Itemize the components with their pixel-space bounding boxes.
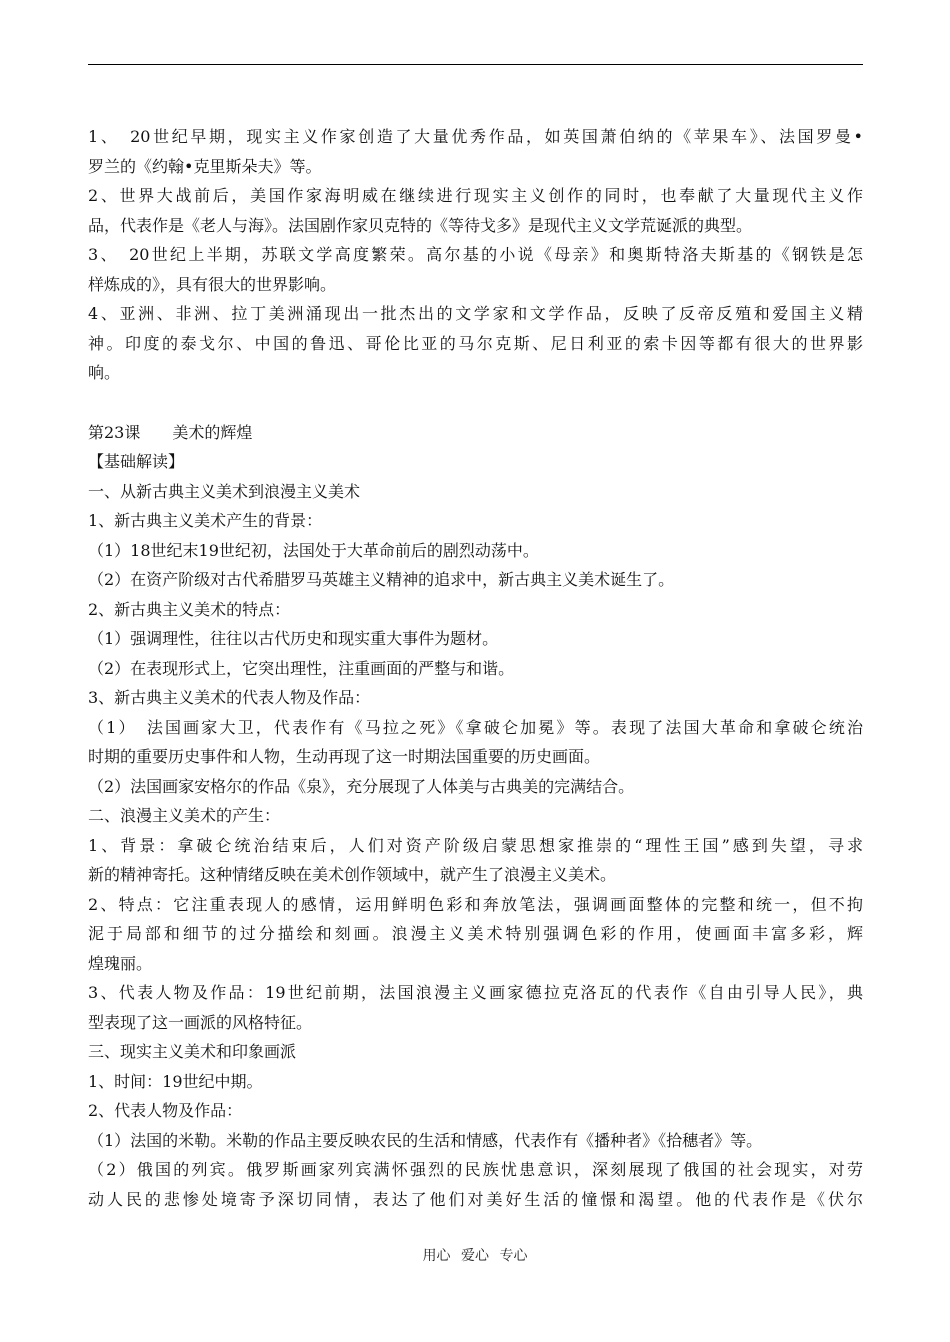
- text-line: （2）法国画家安格尔的作品《泉》，充分展现了人体美与古典美的完满结合。: [88, 776, 635, 796]
- text-line: 2、代表人物及作品：: [88, 1101, 243, 1120]
- art-lesson-section: [88, 418, 863, 1215]
- text-line: 三、现实主义美术和印象画派: [88, 1042, 297, 1061]
- text-line: 煌瑰丽。: [88, 953, 153, 973]
- text-line: 动人民的悲惨处境寄予深切同情，表达了他们对美好生活的憧憬和渴望。他的代表作是《伏尔: [88, 1189, 863, 1209]
- text-line: 罗兰的《约翰•克里斯朵夫》等。: [88, 156, 322, 176]
- text-line: 一、从新古典主义美术到浪漫主义美术: [88, 481, 361, 501]
- text-line: 2、世界大战前后，美国作家海明威在继续进行现实主义创作的同时，也奉献了大量现代主义作: [88, 186, 863, 205]
- text-line: 1、 20世纪早期，现实主义作家创造了大量优秀作品，如英国萧伯纳的《苹果车》、法国罗曼•: [88, 127, 863, 146]
- page-footer: [0, 1246, 950, 1266]
- text-line: 第23课 美术的辉煌: [88, 422, 253, 442]
- section-gap: [88, 388, 863, 418]
- literature-section: [88, 122, 863, 388]
- text-line: 新的精神寄托。这种情绪反映在美术创作领域中，就产生了浪漫主义美术。: [88, 865, 617, 884]
- text-line: （2）在表现形式上，它突出理性，注重画面的严整与和谐。: [88, 658, 515, 678]
- text-line: （2）俄国的列宾。俄罗斯画家列宾满怀强烈的民族忧患意识，深刻展现了俄国的社会现实，对劳: [88, 1160, 863, 1179]
- text-line: 品，代表作是《老人与海》。法国剧作家贝克特的《等待戈多》是现代主义文学荒诞派的典型。: [88, 215, 753, 235]
- text-line: （1） 法国画家大卫，代表作有《马拉之死》《拿破仑加冕》等。表现了法国大革命和拿破仑统治: [88, 717, 863, 737]
- footer-word: 用心: [422, 1248, 451, 1264]
- text-line: 1、新古典主义美术产生的背景：: [88, 511, 323, 530]
- text-line: 二、浪漫主义美术的产生：: [88, 806, 281, 825]
- text-line: 神。印度的泰戈尔、中国的鲁迅、哥伦比亚的马尔克斯、尼日利亚的索卡因等都有很大的世界影: [88, 333, 863, 353]
- header-rule: [88, 64, 863, 65]
- text-line: 2、新古典主义美术的特点：: [88, 599, 291, 619]
- text-line: 3、代表人物及作品：19世纪前期，法国浪漫主义画家德拉克洛瓦的代表作《自由引导人民》，典: [88, 983, 863, 1002]
- text-line: 1、背景：拿破仑统治结束后，人们对资产阶级启蒙思想家推崇的“理性王国”感到失望，寻求: [88, 835, 863, 855]
- text-line: 时期的重要历史事件和人物，生动再现了这一时期法国重要的历史画面。: [88, 747, 601, 766]
- text-line: 3、 20世纪上半期，苏联文学高度繁荣。高尔基的小说《母亲》和奥斯特洛夫斯基的《钢铁是怎: [88, 245, 863, 264]
- text-line: （2）在资产阶级对古代希腊罗马英雄主义精神的追求中，新古典主义美术诞生了。: [88, 570, 675, 589]
- text-line: （1）18世纪末19世纪初，法国处于大革命前后的剧烈动荡中。: [88, 540, 539, 560]
- text-line: （1）强调理性，往往以古代历史和现实重大事件为题材。: [88, 629, 499, 648]
- text-line: 1、时间：19世纪中期。: [88, 1071, 263, 1091]
- footer-word: 专心: [499, 1248, 528, 1264]
- text-line: 4、亚洲、非洲、拉丁美洲涌现出一批杰出的文学家和文学作品，反映了反帝反殖和爱国主义精: [88, 304, 863, 323]
- text-line: 3、新古典主义美术的代表人物及作品：: [88, 688, 371, 707]
- text-line: （1）法国的米勒。米勒的作品主要反映农民的生活和情感，代表作有《播种者》《拾穗者》等。: [88, 1130, 763, 1150]
- page-body: [88, 122, 863, 1214]
- footer-word: 爱心: [461, 1248, 489, 1264]
- text-line: 【基础解读】: [88, 452, 185, 471]
- text-line: 样炼成的》，具有很大的世界影响。: [88, 274, 337, 294]
- text-line: 泥于局部和细节的过分描绘和刻画。浪漫主义美术特别强调色彩的作用，使画面丰富多彩，辉: [88, 924, 863, 943]
- text-line: 响。: [88, 363, 121, 382]
- text-line: 2、特点：它注重表现人的感情，运用鲜明色彩和奔放笔法，强调画面整体的完整和统一，但不拘: [88, 894, 863, 914]
- text-line: 型表现了这一画派的风格特征。: [88, 1012, 313, 1032]
